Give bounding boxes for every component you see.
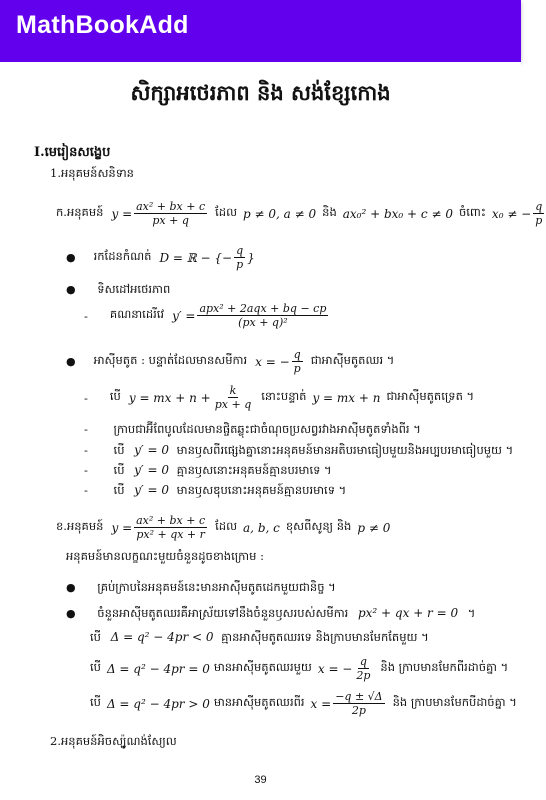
page-title: សិក្សាអថេរភាព និង សង់ខ្សែកោង: [130, 80, 391, 105]
item-a-q-over-p: [533, 200, 544, 227]
variation-line: [66, 282, 170, 299]
domain-p: p: [236, 258, 244, 271]
bullet-b2: [66, 606, 475, 623]
app-title: MathBookAdd: [16, 11, 189, 39]
dash-icon: -: [84, 390, 88, 405]
item-b-fraction: [134, 514, 207, 541]
asymptote-v-p: p: [293, 362, 301, 375]
item-a-for: ចំពោះ: [458, 205, 486, 219]
derivative-y-eq: y′ =: [172, 308, 196, 323]
bullet-b1-text: គ្រប់ក្រាបនៃអនុគមន៍នេះមានអាស៊ីមតូតដេកមួយជានិច្ច ។: [97, 580, 336, 594]
asymptote-v-q: q: [293, 348, 301, 361]
case-b-2-den: 2p: [356, 669, 371, 682]
asymptote-v-after: ជាអាស៊ីមតូតឈរ ។: [310, 353, 395, 367]
center-text: ក្រាបជាអ៊ីពែបូលដែលមានផ្ចិតឆ្លុះជាចំណុចប្រសព្វរវាងអាស៊ីមតូតទាំងពីរ ។: [113, 422, 421, 436]
item-b-y-eq: y =: [111, 520, 133, 535]
vertical-asymptote-line: [66, 348, 394, 375]
derivative-denominator: (px + q)²: [238, 316, 288, 329]
case-b-3-cond: Δ = q² − 4pr > 0: [106, 696, 210, 711]
dash-icon: -: [84, 308, 88, 323]
domain-formula: D = ℝ − {−: [159, 250, 233, 265]
asymptote-v-formula: x = −: [255, 354, 290, 369]
asymptote-o-fraction: [213, 384, 254, 411]
case-a-1-cond: y′ = 0: [134, 443, 169, 457]
section-heading: I.មេរៀនសង្ខេប: [34, 145, 111, 160]
case-a-2-text: គ្មានឫសនោះអនុគមន៍គ្មានបរមាទេ ។: [176, 463, 332, 477]
case-a-3-if: បើ: [113, 483, 125, 497]
case-b-2-after: និង ក្រាបមានមែកពីរដាច់គ្នា ។: [380, 660, 509, 674]
case-a-3-cond: y′ = 0: [134, 483, 169, 497]
item-a-q: q: [535, 200, 543, 213]
asymptote-o-text: នោះបន្ទាត់: [261, 389, 307, 403]
case-b-3-num: −q ± √Δ: [335, 690, 383, 703]
oblique-asymptote-line: [84, 384, 474, 411]
case-b-1-cond: Δ = q² − 4pr < 0: [110, 630, 214, 644]
asymptote-v-fraction: [292, 348, 303, 375]
dash-icon: -: [84, 463, 88, 477]
bullet-icon: ●: [66, 581, 76, 594]
domain-q: q: [236, 244, 244, 257]
case-b-3-fraction: [333, 690, 384, 717]
asymptote-o-formula: y = mx + n +: [128, 390, 211, 405]
subsection-heading-1: 1.អនុគមន៍សនិទាន: [50, 166, 134, 180]
case-b-2: [90, 655, 508, 682]
case-b-2-text: មានអាស៊ីមតូតឈរមួយ: [213, 660, 312, 674]
item-b-cond2: p ≠ 0: [357, 520, 391, 535]
derivative-line: [84, 302, 330, 329]
item-a-fraction: [134, 200, 207, 227]
item-a-and: និង: [322, 205, 337, 219]
rational-function-a: [56, 200, 546, 227]
case-a-2: [84, 463, 332, 480]
derivative-text: គណនាដេរីវេ: [109, 307, 165, 321]
bullet-icon: ●: [66, 251, 76, 264]
asymptote-o-if: បើ: [109, 389, 121, 403]
case-b-2-fraction: [354, 655, 372, 682]
item-b-numerator: ax² + bx + c: [136, 514, 206, 527]
item-a-y-eq: y =: [111, 206, 133, 221]
case-b-2-if: បើ: [90, 660, 101, 674]
case-a-2-cond: y′ = 0: [134, 463, 169, 477]
page-number: 39: [254, 774, 267, 786]
case-b-3-text: មានអាស៊ីមតូតឈរពីរ: [213, 695, 305, 709]
bullet-b2-text: ចំនួនអាស៊ីមតូតឈរគឺអាស្រ័យទៅនឹងចំនួនឫសរបស់សមីការ: [97, 606, 349, 620]
item-b-label: ខ.អនុគមន៍: [56, 519, 104, 533]
domain-close: }: [247, 250, 255, 265]
item-a-cond2: ax₀² + bx₀ + c ≠ 0: [342, 206, 453, 221]
dash-icon: -: [84, 483, 88, 497]
bullet-icon: ●: [66, 607, 76, 620]
item-b-text: ខុសពីសូន្យ និង: [285, 519, 352, 533]
domain-text: រកដែនកំណត់: [93, 249, 152, 263]
dash-icon: -: [84, 443, 88, 457]
derivative-fraction: [197, 302, 328, 329]
asymptote-o-after: ជាអាស៊ីមតូតទ្រេត ។: [386, 389, 475, 403]
case-a-3-text: មានឫសឌុបនោះអនុគមន៍គ្មានបរមាទេ ។: [176, 483, 347, 497]
item-a-where: ដែល: [215, 205, 238, 219]
item-a-p: p: [535, 214, 543, 227]
case-a-1-text: មានឫសពីរផ្សេងគ្នានោះអនុគមន៍មានអតិបរមាធៀបមួយនិងអប្បបរមាធៀបមួយ ។: [176, 443, 514, 457]
case-b-1-text: គ្មានអាស៊ីមតូតឈរទេ និងក្រាបមានមែកតែមួយ ។: [221, 630, 429, 644]
subsection-heading-2: 2.អនុគមន៍អិចស្ប៉ូណង់ស្យែល: [50, 734, 177, 748]
item-b-cond1: a, b, c: [243, 520, 280, 535]
bullet-icon: ●: [66, 283, 76, 296]
item-a-cond1: p ≠ 0, a ≠ 0: [243, 206, 317, 221]
case-b-3: [90, 690, 517, 717]
domain-fraction: [234, 244, 245, 271]
case-b-2-num: q: [359, 655, 367, 668]
asymptote-v-text: អាស៊ីមតូត : បន្ទាត់ដែលមានសមីការ: [93, 353, 248, 367]
derivative-numerator: apx² + 2aqx + bq − cp: [199, 302, 327, 315]
asymptote-o-k: k: [229, 384, 237, 397]
intro-b: អនុគមន៍មានលក្ខណះមួយចំនួនដូចខាងក្រោម :: [66, 549, 264, 563]
item-b-denominator: px² + qx + r: [136, 528, 205, 541]
item-a-numerator: ax² + bx + c: [136, 200, 206, 213]
bullet-b2-end: ។: [467, 606, 476, 620]
case-a-3: [84, 483, 346, 500]
asymptote-o-line: y = mx + n: [312, 390, 381, 405]
domain-line: [66, 244, 255, 271]
item-a-x0: x₀ ≠ −: [491, 206, 532, 221]
center-line: [84, 422, 421, 439]
bullet-icon: ●: [66, 355, 76, 368]
case-a-1-if: បើ: [113, 443, 125, 457]
case-b-3-if: បើ: [90, 695, 101, 709]
item-a-denominator: px + q: [152, 214, 189, 227]
bullet-b1: [66, 580, 336, 597]
rational-function-b: [56, 514, 390, 541]
case-b-1-if: បើ: [90, 630, 101, 644]
case-a-2-if: បើ: [113, 463, 125, 477]
asymptote-o-den: px + q: [214, 398, 252, 411]
dash-icon: -: [84, 422, 88, 436]
bullet-b2-eq: px² + qx + r = 0: [357, 606, 459, 620]
app-bar: [0, 0, 521, 62]
case-b-1: [90, 630, 429, 647]
case-a-1: [84, 443, 513, 460]
item-b-where: ដែល: [215, 519, 238, 533]
case-b-3-after: និង ក្រាបមានមែកបីដាច់គ្នា ។: [392, 695, 517, 709]
case-b-2-formula: x = −: [317, 661, 353, 676]
item-a-label: ក.អនុគមន៍: [56, 205, 104, 219]
case-b-3-formula: x =: [310, 696, 332, 711]
case-b-2-cond: Δ = q² − 4pr = 0: [106, 661, 210, 676]
case-b-3-den: 2p: [351, 704, 366, 717]
variation-text: ទិសដៅអថេរភាព: [97, 282, 171, 296]
book-page[interactable]: [0, 62, 543, 800]
